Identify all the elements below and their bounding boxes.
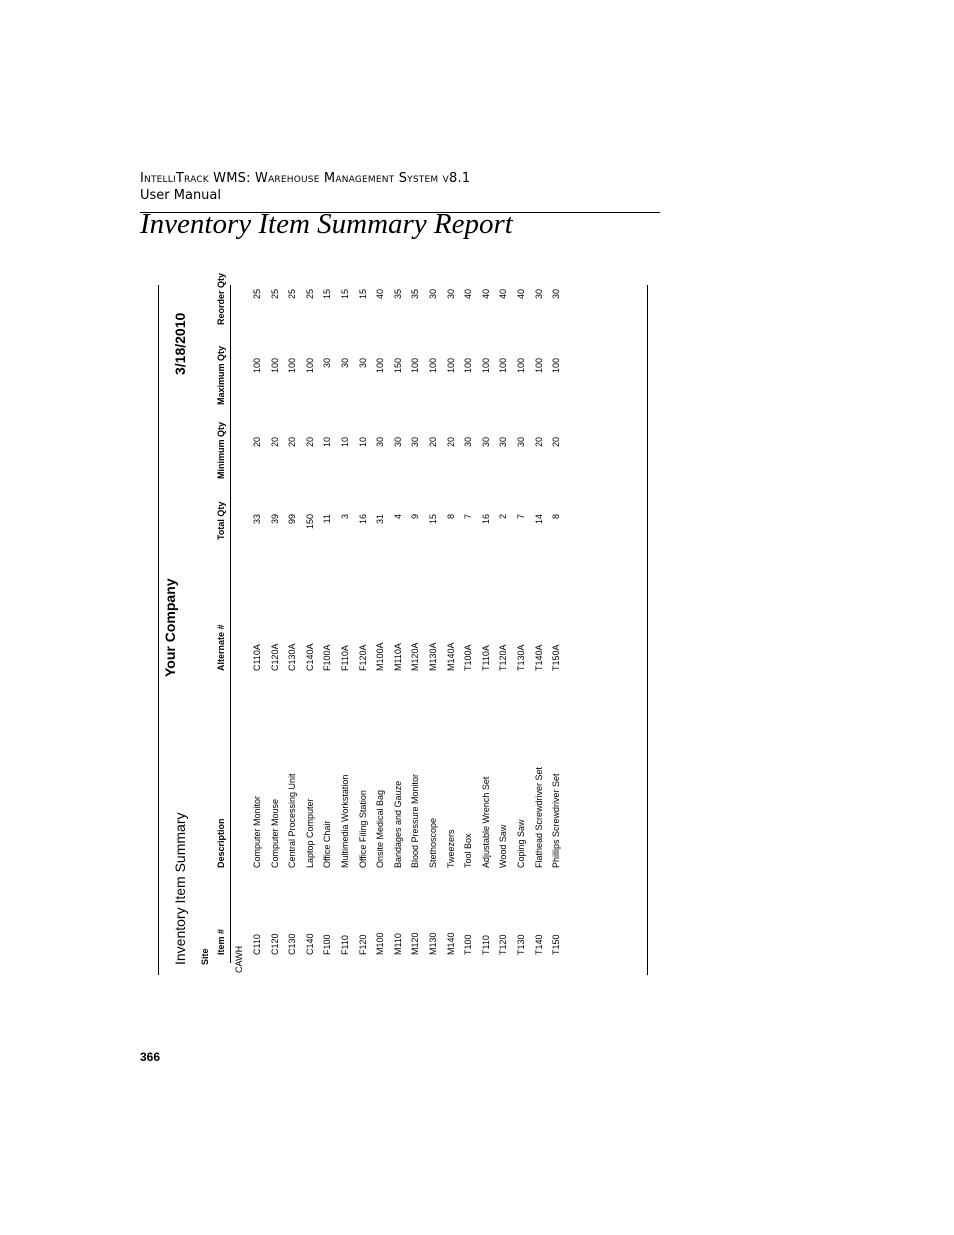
- table-row: [410, 285, 428, 975]
- row-reorder-qty: 35: [410, 289, 421, 300]
- row-description: Wood Saw: [498, 824, 509, 868]
- row-minimum-qty: 10: [322, 437, 333, 448]
- row-item-number: F100: [322, 934, 333, 955]
- report-frame-edge: [158, 285, 159, 975]
- row-description: Office Chair: [322, 820, 333, 868]
- row-reorder-qty: 15: [357, 289, 368, 300]
- row-description: Onsite Medical Bag: [375, 789, 386, 868]
- row-description: Stethoscope: [427, 817, 438, 868]
- row-minimum-qty: 20: [252, 437, 262, 448]
- row-reorder-qty: 25: [269, 289, 280, 300]
- row-item-number: T110: [480, 935, 491, 955]
- row-reorder-qty: 25: [287, 289, 298, 300]
- table-row: [446, 285, 464, 975]
- row-item-number: C130: [287, 933, 298, 955]
- row-item-number: M100: [375, 932, 386, 955]
- table-row: [358, 285, 376, 975]
- row-total-qty: 2: [498, 514, 509, 520]
- row-reorder-qty: 40: [515, 289, 526, 300]
- row-total-qty: 9: [410, 514, 421, 520]
- row-minimum-qty: 20: [551, 437, 562, 448]
- row-minimum-qty: 30: [375, 437, 386, 448]
- row-item-number: T140: [533, 934, 544, 955]
- row-total-qty: 8: [551, 514, 562, 520]
- row-item-number: C120: [269, 933, 280, 955]
- row-description: Phillips Screwdriver Set: [551, 773, 562, 868]
- row-alternate-number: T130A: [515, 644, 526, 671]
- row-description: Central Processing Unit: [287, 773, 298, 868]
- row-minimum-qty: 10: [339, 437, 350, 448]
- col-header-minimum-qty: Minimum Qty: [216, 421, 226, 479]
- row-reorder-qty: 40: [375, 289, 386, 300]
- page-number: 366: [140, 1050, 161, 1064]
- row-alternate-number: T110A: [480, 645, 491, 671]
- row-alternate-number: C110A: [252, 644, 262, 671]
- row-maximum-qty: 100: [269, 358, 280, 374]
- row-total-qty: 15: [427, 514, 438, 525]
- row-reorder-qty: 25: [304, 289, 315, 300]
- section-title: Inventory Item Summary Report: [140, 208, 513, 240]
- row-alternate-number: C140A: [304, 643, 315, 671]
- row-total-qty: 99: [287, 514, 298, 525]
- site-label: Site: [200, 948, 210, 965]
- table-row: [534, 285, 552, 975]
- row-item-number: F110: [339, 935, 350, 955]
- row-reorder-qty: 40: [463, 289, 474, 300]
- row-alternate-number: M120A: [410, 642, 421, 671]
- report-date: 3/18/2010: [172, 312, 188, 375]
- row-maximum-qty: 100: [410, 358, 421, 374]
- row-minimum-qty: 20: [287, 437, 298, 448]
- row-minimum-qty: 20: [445, 437, 456, 448]
- col-header-alternate: Alternate #: [216, 624, 226, 671]
- row-minimum-qty: 30: [515, 437, 526, 448]
- row-alternate-number: C130A: [287, 643, 298, 671]
- table-row: [305, 285, 323, 975]
- report-frame-edge: [647, 285, 648, 975]
- row-alternate-number: T100A: [463, 644, 474, 671]
- row-maximum-qty: 100: [533, 358, 544, 374]
- row-maximum-qty: 100: [551, 358, 562, 374]
- table-row: [428, 285, 446, 975]
- row-description: Bandages and Gauze: [392, 780, 403, 868]
- row-maximum-qty: 100: [252, 358, 262, 374]
- row-maximum-qty: 100: [427, 358, 438, 374]
- row-minimum-qty: 30: [480, 437, 491, 448]
- row-maximum-qty: 150: [392, 358, 403, 374]
- row-maximum-qty: 100: [445, 358, 456, 374]
- col-header-maximum-qty: Maximum Qty: [216, 345, 226, 405]
- col-header-reorder-qty: Reorder Qty: [216, 272, 226, 325]
- row-total-qty: 7: [515, 514, 526, 520]
- row-minimum-qty: 30: [410, 437, 421, 448]
- table-row: [322, 285, 340, 975]
- row-total-qty: 33: [252, 514, 262, 525]
- col-header-description: Description: [216, 818, 226, 868]
- table-row: [516, 285, 534, 975]
- report-title: Inventory Item Summary: [172, 812, 188, 965]
- row-minimum-qty: 20: [533, 437, 544, 448]
- table-row: [498, 285, 516, 975]
- row-maximum-qty: 100: [480, 358, 491, 374]
- row-minimum-qty: 30: [463, 437, 474, 448]
- row-alternate-number: C120A: [269, 643, 280, 671]
- row-reorder-qty: 15: [339, 289, 350, 300]
- row-description: Laptop Computer: [304, 798, 315, 868]
- row-minimum-qty: 30: [498, 437, 509, 448]
- row-reorder-qty: 15: [322, 289, 333, 300]
- row-description: Multimedia Workstation: [339, 774, 350, 868]
- row-total-qty: 39: [269, 514, 280, 525]
- row-item-number: M110: [392, 933, 403, 955]
- row-alternate-number: T120A: [498, 644, 509, 671]
- row-description: Office Filing Station: [357, 790, 368, 868]
- col-header-item: Item #: [216, 928, 226, 955]
- running-header: [140, 170, 470, 204]
- row-total-qty: 150: [304, 514, 315, 530]
- manual-title: IntelliTrack WMS: Warehouse Management System v8.1: [140, 171, 471, 186]
- table-row: [375, 285, 393, 975]
- table-row: [481, 285, 499, 975]
- report-rows: [252, 285, 569, 975]
- row-item-number: T150: [551, 934, 562, 955]
- table-row: [252, 285, 270, 975]
- row-alternate-number: M130A: [427, 642, 438, 671]
- row-minimum-qty: 30: [392, 437, 403, 448]
- row-total-qty: 4: [392, 514, 403, 520]
- row-minimum-qty: 20: [269, 437, 280, 448]
- row-maximum-qty: 100: [498, 358, 509, 374]
- row-reorder-qty: 40: [498, 289, 509, 300]
- row-maximum-qty: 100: [375, 358, 386, 374]
- col-header-total-qty: Total Qty: [216, 501, 226, 540]
- row-reorder-qty: 30: [445, 289, 456, 300]
- row-description: Computer Monitor: [252, 795, 262, 868]
- row-maximum-qty: 100: [287, 358, 298, 374]
- row-alternate-number: M140A: [445, 642, 456, 671]
- table-row: [270, 285, 288, 975]
- row-alternate-number: T150A: [551, 644, 562, 671]
- row-total-qty: 11: [322, 514, 333, 524]
- table-row: [551, 285, 569, 975]
- row-minimum-qty: 20: [304, 437, 315, 448]
- row-reorder-qty: 30: [533, 289, 544, 300]
- row-item-number: M120: [410, 932, 421, 955]
- table-row: [463, 285, 481, 975]
- row-maximum-qty: 100: [515, 358, 526, 374]
- row-description: Tool Box: [463, 833, 474, 868]
- row-description: Adjustable Wrench Set: [480, 776, 491, 868]
- row-total-qty: 3: [339, 514, 350, 520]
- row-item-number: T100: [463, 934, 474, 955]
- row-total-qty: 16: [480, 514, 491, 525]
- row-item-number: M130: [427, 932, 438, 955]
- row-alternate-number: M110A: [392, 643, 403, 671]
- row-item-number: T130: [515, 934, 526, 955]
- column-header-row: [216, 272, 230, 975]
- row-alternate-number: T140A: [533, 644, 544, 671]
- row-total-qty: 16: [357, 514, 368, 525]
- row-reorder-qty: 35: [392, 289, 403, 300]
- row-total-qty: 31: [375, 514, 386, 525]
- row-minimum-qty: 10: [357, 437, 368, 448]
- row-item-number: T120: [498, 934, 509, 955]
- report-company: Your Company: [162, 578, 178, 677]
- row-reorder-qty: 30: [427, 289, 438, 300]
- row-total-qty: 7: [463, 514, 474, 520]
- row-reorder-qty: 30: [551, 289, 562, 300]
- row-item-number: F120: [357, 934, 368, 955]
- manual-subtitle: User Manual: [140, 188, 222, 203]
- rotated-report: [158, 272, 648, 975]
- row-maximum-qty: 100: [463, 358, 474, 374]
- row-description: Blood Pressure Monitor: [410, 773, 421, 868]
- row-alternate-number: F100A: [322, 644, 333, 671]
- table-row: [340, 285, 358, 975]
- row-item-number: C140: [304, 933, 315, 955]
- row-maximum-qty: 30: [357, 358, 368, 369]
- row-description: Coping Saw: [515, 819, 526, 868]
- row-description: Computer Mouse: [269, 798, 280, 868]
- row-maximum-qty: 100: [304, 358, 315, 374]
- row-alternate-number: F110A: [339, 645, 350, 671]
- row-item-number: C110: [252, 934, 262, 955]
- row-maximum-qty: 30: [322, 358, 333, 369]
- row-description: Flathead Screwdriver Set: [533, 766, 544, 868]
- column-header-rule: [230, 285, 231, 963]
- row-description: Tweezers: [445, 829, 456, 868]
- row-minimum-qty: 20: [427, 437, 438, 448]
- row-reorder-qty: 40: [480, 289, 491, 300]
- row-reorder-qty: 25: [252, 289, 262, 300]
- row-item-number: M140: [445, 932, 456, 955]
- table-row: [393, 285, 411, 975]
- site-value: CAWH: [234, 945, 244, 973]
- row-total-qty: 8: [445, 514, 456, 520]
- row-alternate-number: F120A: [357, 644, 368, 671]
- row-total-qty: 14: [533, 514, 544, 525]
- row-maximum-qty: 30: [339, 358, 350, 369]
- row-alternate-number: M100A: [375, 642, 386, 671]
- table-row: [287, 285, 305, 975]
